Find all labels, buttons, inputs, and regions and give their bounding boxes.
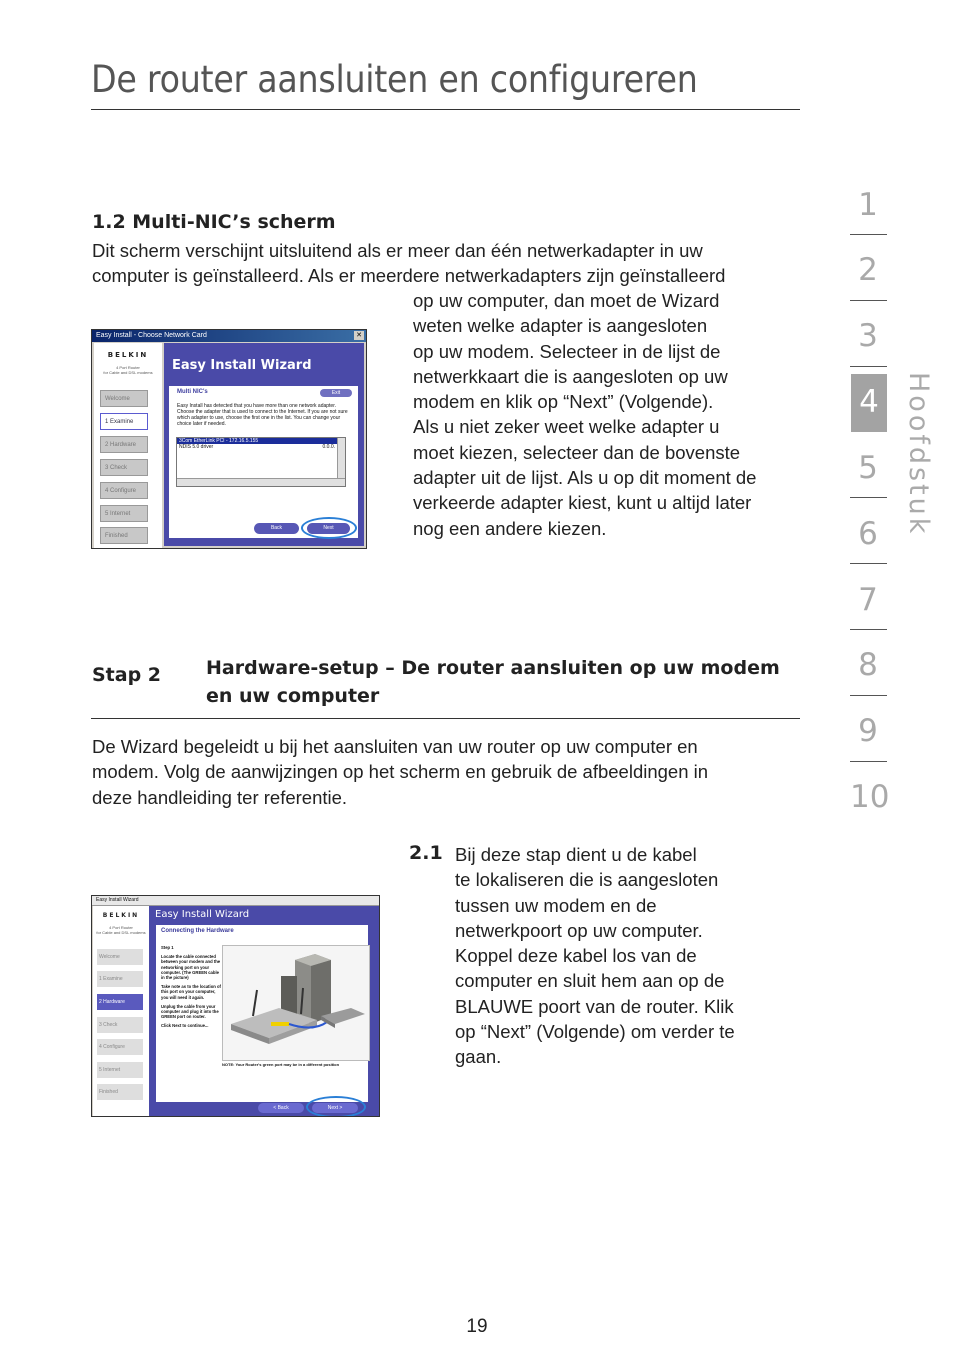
substep-line: te lokaliseren die is aangesloten (455, 869, 719, 891)
product-subtitle: for Cable and DSL modems (103, 370, 153, 375)
body-line: op uw modem. Selecteer in de lijst de (413, 340, 721, 362)
nav-configure: 4 Configure (100, 482, 148, 499)
list-horizontal-scrollbar (177, 478, 345, 486)
chapter-number: 2 (858, 252, 878, 288)
step-text: Click Next to continue... (161, 1023, 209, 1029)
substep-number: 2.1 (409, 842, 443, 864)
step-label: Stap 2 (92, 664, 162, 686)
body-line: Als u niet zeker weet welke adapter u (413, 416, 720, 438)
body-line: verkeerde adapter kiest, kunt u altijd later (413, 492, 752, 514)
intro-line: Dit scherm verschijnt uitsluitend als er meer dan één netwerkadapter in uw (92, 240, 703, 261)
chapter-number: 3 (858, 318, 878, 354)
next-highlight-circle (301, 517, 357, 539)
router-computer-icon (223, 946, 369, 1060)
nav-check: 3 Check (97, 1017, 143, 1033)
window-titlebar (92, 330, 366, 342)
step-instructions (161, 945, 223, 1029)
section-heading-1-2: 1.2 Multi-NIC’s scherm (92, 211, 336, 233)
wizard-title: Easy Install Wizard (172, 358, 312, 373)
screenshot-multi-nic (91, 329, 367, 549)
chapter-rule (850, 234, 887, 235)
substep-line: tussen uw modem en de (455, 894, 657, 916)
page-number: 19 (466, 1316, 488, 1337)
section-1-2-body (413, 288, 813, 541)
body-line: weten welke adapter is aangesloten (413, 315, 708, 337)
nav-finished: Finished (97, 1084, 143, 1100)
intro-line: modem. Volg de aanwijzingen op het scherm en gebruik de afbeeldingen in (92, 761, 709, 783)
window-title: Easy Install Wizard (96, 897, 139, 903)
body-line: nog een andere kiezen. (413, 517, 607, 539)
chapter-rule (850, 300, 887, 301)
chapter-number: 9 (858, 713, 878, 749)
chapter-number: 8 (858, 647, 878, 683)
adapter-name: NDIS 5.0 driver (179, 444, 214, 450)
next-button: Next (307, 523, 350, 534)
window-titlebar (92, 896, 379, 906)
chapter-rule (850, 629, 887, 630)
back-button: < Back (258, 1103, 304, 1113)
wizard-title: Easy Install Wizard (155, 909, 250, 920)
back-button: Back (254, 523, 299, 534)
nav-examine: 1 Examine (97, 971, 143, 987)
body-line: moet kiezen, selecteer dan de bovenste (413, 441, 741, 463)
step-2-intro (92, 734, 802, 810)
close-icon: ✕ (354, 331, 364, 340)
nav-welcome: Welcome (100, 390, 148, 407)
intro-line: computer is geïnstalleerd. Als er meerdere netwerkadapters zijn geïnstalleerd (92, 265, 726, 287)
substep-line: computer en sluit hem aan op de (455, 970, 725, 992)
step-2-title (206, 654, 780, 710)
product-subtitle: for Cable and DSL modems (96, 930, 146, 935)
nav-examine: 1 Examine (100, 413, 148, 430)
panel-title: Connecting the Hardware (161, 928, 234, 934)
body-line: modem en klik op “Next” (Volgende). (413, 391, 714, 413)
product-name: 4 Port Router (109, 925, 133, 930)
chapter-rule (850, 563, 887, 564)
substep-line: netwerkpoort op uw computer. (455, 919, 703, 941)
nav-internet: 5 Internet (100, 505, 148, 522)
body-line: netwerkkaart die is aangesloten op uw (413, 365, 728, 387)
nav-hardware: 2 Hardware (100, 436, 148, 453)
belkin-logo: BELKIN (102, 912, 140, 919)
step-2-divider (91, 718, 800, 719)
intro-line: De Wizard begeleidt u bij het aansluiten van uw router op uw computer en (92, 736, 698, 757)
chapter-rule (850, 497, 887, 498)
nav-internet: 5 Internet (97, 1062, 143, 1078)
chapter-number: 10 (850, 779, 890, 815)
chapter-label-vertical: Hoofdstuk (903, 372, 934, 537)
substep-line: BLAUWE poort van de router. Klik (455, 995, 734, 1017)
section-1-2-intro (92, 238, 802, 289)
substep-text (455, 842, 805, 1070)
step-heading: Step 1 (161, 945, 174, 950)
hardware-note: NOTE: Your Router's green port may be in a different position (222, 1062, 340, 1067)
chapter-number: 1 (858, 187, 878, 223)
adapter-list-item (177, 444, 345, 450)
belkin-logo: BELKIN (107, 351, 149, 359)
step-2-title-line: en uw computer (206, 685, 380, 707)
nav-finished: Finished (100, 527, 148, 544)
panel-title: Multi NIC's (177, 389, 208, 395)
page-title: De router aansluiten en configureren (91, 58, 698, 101)
screenshot-connecting-hardware (91, 895, 380, 1117)
window-title: Easy Install - Choose Network Card (96, 332, 207, 339)
panel-description: Easy Install has detected that you have more than one network adapter. Choose the adapter that is used to connect to the Internet. If you are not sure which adapter to use, choose the first one in the list. You can change your choice later if needed. (177, 403, 348, 427)
nav-hardware: 2 Hardware (97, 994, 143, 1010)
substep-line: Bij deze stap dient u de kabel (455, 844, 697, 865)
next-button: Next > (312, 1103, 358, 1113)
chapter-number: 5 (858, 450, 878, 486)
wizard-main-panel (149, 906, 379, 1116)
adapter-address: 0.0.0. (322, 444, 335, 450)
exit-button: Exit (320, 389, 352, 397)
step-text: Unplug the cable from your computer and plug it into the GREEN port on router. (161, 1003, 219, 1020)
nav-configure: 4 Configure (97, 1039, 143, 1055)
body-line: op uw computer, dan moet de Wizard (413, 290, 720, 311)
body-line: adapter uit de lijst. Als u op dit moment de (413, 467, 757, 489)
substep-line: gaan. (455, 1046, 502, 1068)
nav-welcome: Welcome (97, 949, 143, 965)
chapter-number-active: 4 (859, 384, 879, 420)
adapter-list (176, 437, 346, 487)
list-vertical-scrollbar (337, 438, 345, 479)
chapter-number: 6 (858, 516, 878, 552)
step-text: Locate the cable connected between your modem and the networking port on your computer. (The GREEN cable in the picture) (161, 954, 221, 981)
wizard-sidebar (93, 906, 149, 1116)
step-text: Take note as to the location of this port on your computer, you will need it again. (161, 984, 221, 1000)
substep-line: op “Next” (Volgende) om verder te (455, 1021, 735, 1043)
chapter-rule (850, 366, 887, 367)
intro-line: deze handleiding ter referentie. (92, 786, 348, 808)
adapter-name: 3Com EtherLink PCI - 172.16.5.155 (179, 438, 259, 444)
chapter-rule (850, 761, 887, 762)
next-highlight-circle (306, 1096, 366, 1117)
wizard-content (156, 925, 368, 1111)
step-2-title-line: Hardware-setup – De router aansluiten op uw modem (206, 657, 780, 679)
product-name: 4 Port Router (116, 365, 140, 370)
wizard-main-panel (164, 343, 364, 546)
wizard-sidebar (94, 343, 162, 548)
substep-line: Koppel deze kabel los van de (455, 945, 697, 967)
wizard-content (169, 386, 358, 538)
chapter-rule (850, 695, 887, 696)
nav-check: 3 Check (100, 459, 148, 476)
router-illustration (222, 945, 370, 1061)
chapter-number: 7 (858, 582, 878, 618)
title-divider (91, 109, 800, 110)
